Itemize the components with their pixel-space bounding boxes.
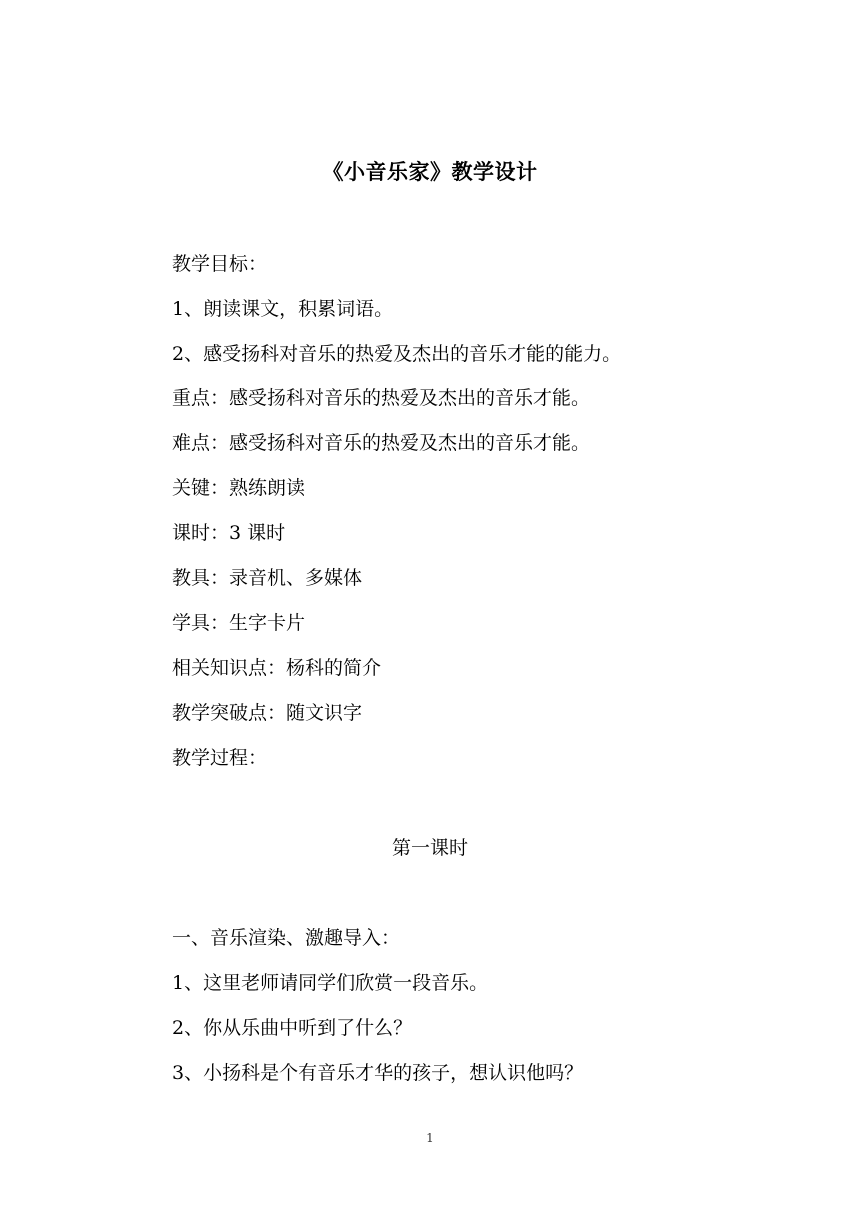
difficulty-line: 难点：感受扬科对音乐的热爱及杰出的音乐才能。 — [172, 432, 591, 454]
section-one-heading: 一、音乐渲染、激趣导入： — [172, 927, 401, 949]
objective-item-1: 1、朗读课文，积累词语。 — [172, 298, 394, 320]
lesson-hours-line: 课时：3 课时 — [172, 522, 286, 544]
process-heading: 教学过程： — [172, 747, 268, 769]
section-one-item-2: 2、你从乐曲中听到了什么？ — [172, 1017, 413, 1039]
breakthrough-line: 教学突破点：随文识字 — [172, 702, 363, 724]
student-aids-line: 学具：生字卡片 — [172, 612, 306, 634]
key-point-line: 重点：感受扬科对音乐的热爱及杰出的音乐才能。 — [172, 387, 591, 409]
teaching-aids-line: 教具：录音机、多媒体 — [172, 567, 363, 589]
related-knowledge-line: 相关知识点：杨科的简介 — [172, 657, 382, 679]
section-one-item-1: 1、这里老师请同学们欣赏一段音乐。 — [172, 972, 489, 994]
objective-item-2: 2、感受扬科对音乐的热爱及杰出的音乐才能的能力。 — [172, 343, 622, 365]
document-title: 《小音乐家》教学设计 — [322, 160, 538, 184]
page-number: 1 — [426, 1131, 434, 1145]
key-line: 关键：熟练朗读 — [172, 477, 306, 499]
section-one-item-3: 3、小扬科是个有音乐才华的孩子，想认识他吗？ — [172, 1062, 584, 1084]
objectives-heading: 教学目标： — [172, 253, 268, 275]
lesson-one-title: 第一课时 — [391, 837, 468, 859]
